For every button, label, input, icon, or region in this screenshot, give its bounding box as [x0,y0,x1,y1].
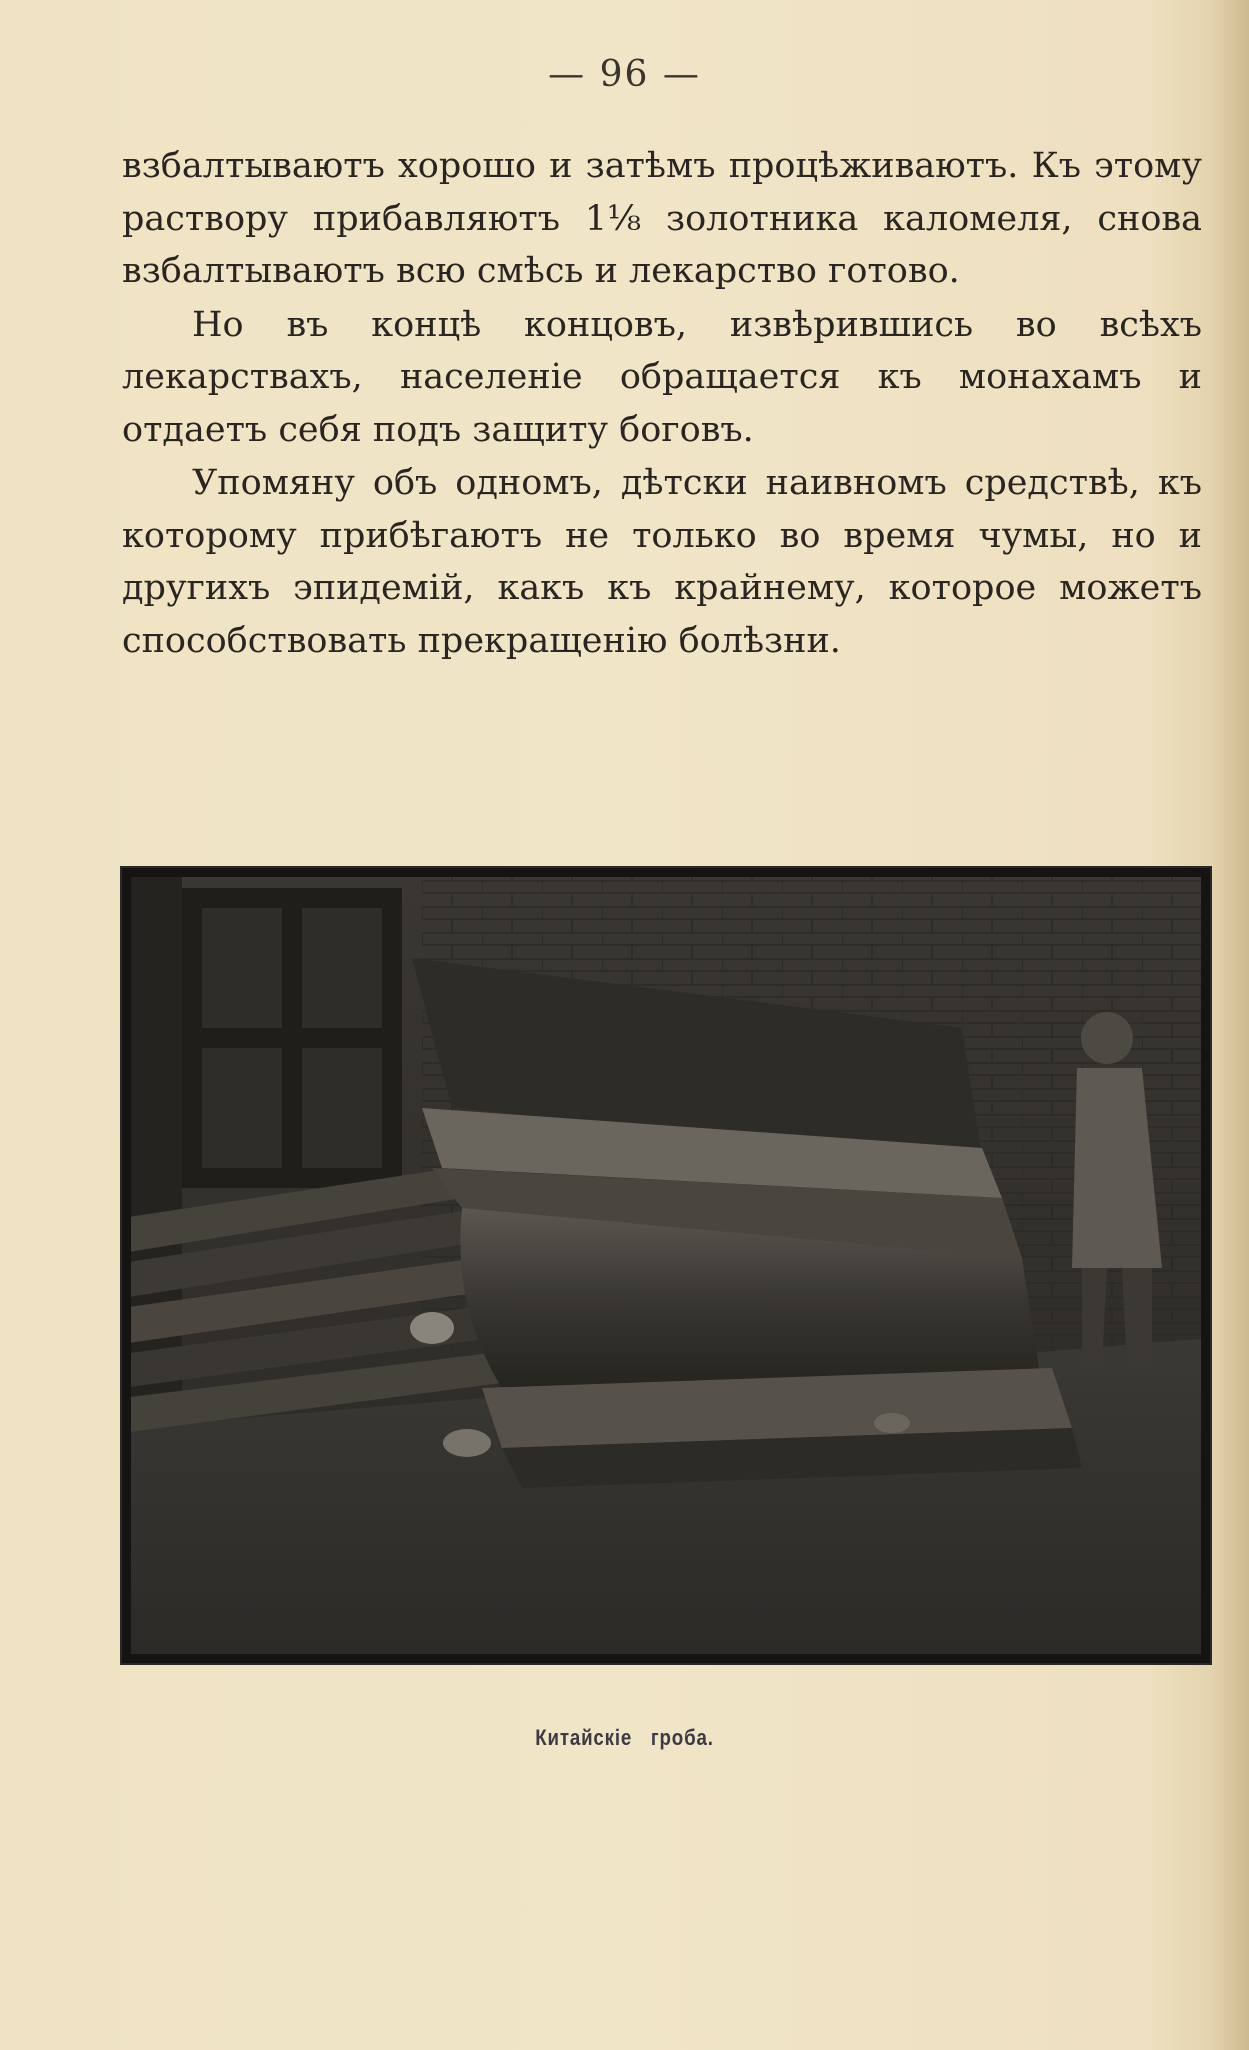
body-text [122,140,1202,668]
photo-illustration [122,868,1210,1663]
figure-caption [94,1725,1156,1751]
caption-word-2: гроба. [650,1725,714,1750]
photo-chinese-coffins [122,868,1210,1663]
page-number: — 96 — [548,54,701,95]
paragraph-1: взбалтываютъ хорошо и затѣмъ процѣживаютъ. Къ этому раствору прибавляютъ 1⅛ золотника каломеля, снова взбалтываютъ всю смѣсь и лекарство готово. [122,146,1202,291]
paragraph-3: Упомяну объ одномъ, дѣтски наивномъ средствѣ, къ которому прибѣгаютъ не только во время чумы, но и другихъ эпидемій, какъ къ крайнему, которое можетъ способствовать прекращенію болѣзни. [122,463,1202,661]
caption-word-1: Китайскіе [535,1725,633,1750]
paragraph-2: Но въ концѣ концовъ, извѣрившись во всѣхъ лекарствахъ, населеніе обращается къ монахамъ и отдаетъ себя подъ защиту боговъ. [122,304,1202,450]
